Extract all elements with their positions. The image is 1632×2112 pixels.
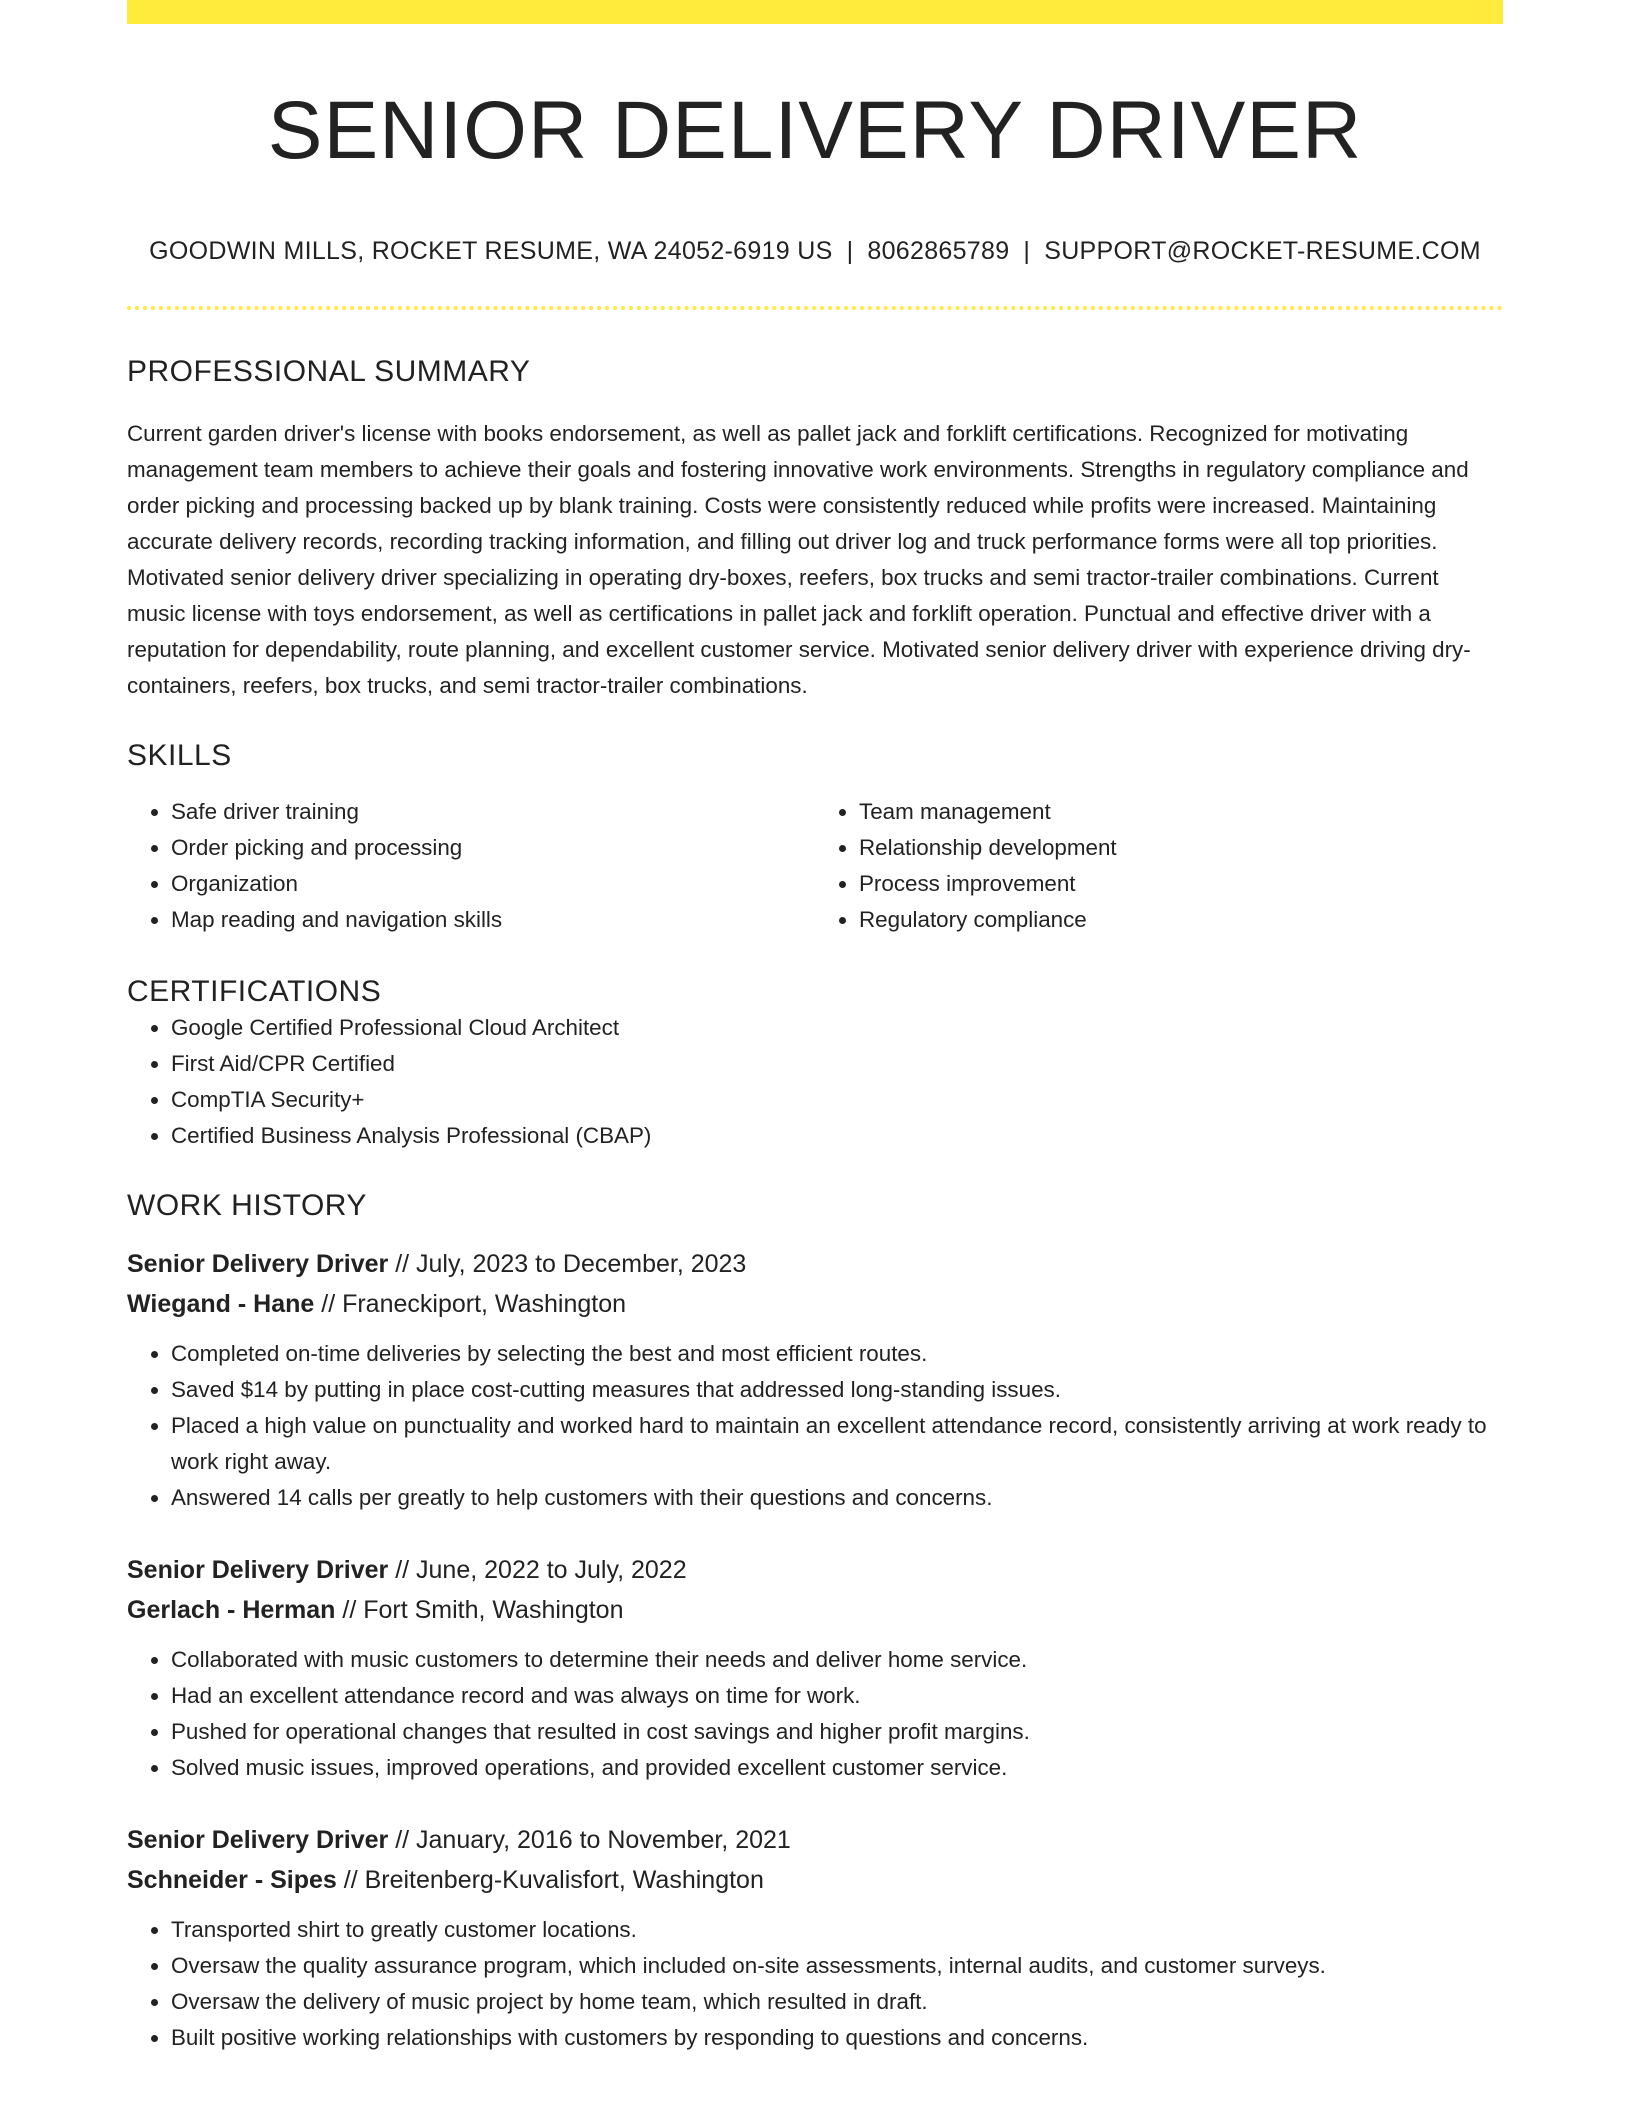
- summary-heading: PROFESSIONAL SUMMARY: [127, 355, 531, 389]
- job-role-line: [127, 1244, 1503, 1284]
- skill-item: • Relationship development: [859, 830, 1503, 866]
- job-bullets: [127, 1336, 1503, 1516]
- job-bullet: • Placed a high value on punctuality and worked hard to maintain an excellent attendance record, consistently arriving at work ready to work right away.: [171, 1408, 1503, 1480]
- job-role: Senior Delivery Driver: [127, 1826, 389, 1855]
- certifications-list: [127, 1010, 1503, 1154]
- job-entry: [127, 1820, 1503, 2056]
- summary-text: Current garden driver's license with books endorsement, as well as pallet jack and forklift certifications. Recognized for motivating management team members to achieve their goals and fostering innovative work environments. Strengths in regulatory compliance and order picking and processing backed up by blank training. Costs were consistently reduced while profits were increased. Maintaining accurate delivery records, recording tracking information, and filling out driver log and truck performance forms were all top priorities. Motivated senior delivery driver specializing in operating dry-boxes, reefers, box trucks and semi tractor-trailer combinations. Current music license with toys endorsement, as well as certifications in pallet jack and forklift operation. Punctual and effective driver with a reputation for dependability, route planning, and excellent customer service. Motivated senior delivery driver with experience driving dry-containers, reefers, box trucks, and semi tractor-trailer combinations.: [127, 421, 1471, 699]
- job-bullet: • Oversaw the quality assurance program, which included on-site assessments, internal audits, and customer surveys.: [171, 1948, 1503, 1984]
- certifications-heading: CERTIFICATIONS: [127, 975, 382, 1009]
- contact-address: GOODWIN MILLS, ROCKET RESUME, WA 24052-6919 US: [149, 237, 833, 266]
- skills-list-right: [815, 794, 1503, 938]
- work-history-heading: WORK HISTORY: [127, 1189, 367, 1223]
- job-dates: // June, 2022 to July, 2022: [388, 1556, 687, 1585]
- certification-item: • First Aid/CPR Certified: [171, 1046, 1503, 1082]
- job-bullet: • Saved $14 by putting in place cost-cutting measures that addressed long-standing issues.: [171, 1372, 1503, 1408]
- job-role-line: [127, 1820, 1503, 1860]
- contact-phone: 8062865789: [867, 237, 1010, 266]
- job-bullet: • Pushed for operational changes that resulted in cost savings and higher profit margins.: [171, 1714, 1503, 1750]
- certification-item: • Google Certified Professional Cloud Architect: [171, 1010, 1503, 1046]
- job-bullet: • Completed on-time deliveries by selecting the best and most efficient routes.: [171, 1336, 1503, 1372]
- job-location: // Breitenberg-Kuvalisfort, Washington: [336, 1866, 764, 1895]
- job-bullet: • Solved music issues, improved operations, and provided excellent customer service.: [171, 1750, 1503, 1786]
- job-bullet: • Built positive working relationships with customers by responding to questions and concerns.: [171, 2020, 1503, 2056]
- skills-columns: [127, 794, 1503, 938]
- job-bullet: • Collaborated with music customers to determine their needs and deliver home service.: [171, 1642, 1503, 1678]
- contact-email: SUPPORT@ROCKET-RESUME.COM: [1044, 237, 1481, 266]
- job-bullets: [127, 1642, 1503, 1786]
- job-entry: [127, 1550, 1503, 1786]
- skill-item: • Process improvement: [859, 866, 1503, 902]
- top-accent-bar: [127, 0, 1503, 24]
- resume-page: [127, 0, 1503, 2056]
- skills-heading: SKILLS: [127, 739, 232, 773]
- job-company-line: [127, 1590, 1503, 1630]
- resume-title: SENIOR DELIVERY DRIVER: [267, 85, 1363, 176]
- skill-item: • Order picking and processing: [171, 830, 815, 866]
- contact-separator: |: [846, 237, 854, 266]
- skill-item: • Team management: [859, 794, 1503, 830]
- job-bullet: • Transported shirt to greatly customer locations.: [171, 1912, 1503, 1948]
- job-company: Schneider - Sipes: [127, 1866, 337, 1895]
- job-company: Gerlach - Herman: [127, 1596, 336, 1625]
- dotted-divider: [127, 306, 1503, 310]
- job-role: Senior Delivery Driver: [127, 1250, 389, 1279]
- certification-item: • Certified Business Analysis Professional (CBAP): [171, 1118, 1503, 1154]
- skill-item: • Regulatory compliance: [859, 902, 1503, 938]
- job-bullet: • Oversaw the delivery of music project by home team, which resulted in draft.: [171, 1984, 1503, 2020]
- contact-line: [127, 236, 1503, 266]
- job-entry: [127, 1244, 1503, 1516]
- skill-item: • Map reading and navigation skills: [171, 902, 815, 938]
- skill-item: • Safe driver training: [171, 794, 815, 830]
- job-company: Wiegand - Hane: [127, 1290, 315, 1319]
- contact-separator: |: [1023, 237, 1031, 266]
- job-dates: // July, 2023 to December, 2023: [388, 1250, 747, 1279]
- skill-item: • Organization: [171, 866, 815, 902]
- job-role: Senior Delivery Driver: [127, 1556, 389, 1585]
- job-bullet: • Had an excellent attendance record and was always on time for work.: [171, 1678, 1503, 1714]
- skills-list-left: [127, 794, 815, 938]
- job-company-line: [127, 1284, 1503, 1324]
- job-bullet: • Answered 14 calls per greatly to help customers with their questions and concerns.: [171, 1480, 1503, 1516]
- job-location: // Franeckiport, Washington: [314, 1290, 627, 1319]
- job-bullets: [127, 1912, 1503, 2056]
- job-company-line: [127, 1860, 1503, 1900]
- job-dates: // January, 2016 to November, 2021: [388, 1826, 791, 1855]
- job-location: // Fort Smith, Washington: [335, 1596, 624, 1625]
- certification-item: • CompTIA Security+: [171, 1082, 1503, 1118]
- job-role-line: [127, 1550, 1503, 1590]
